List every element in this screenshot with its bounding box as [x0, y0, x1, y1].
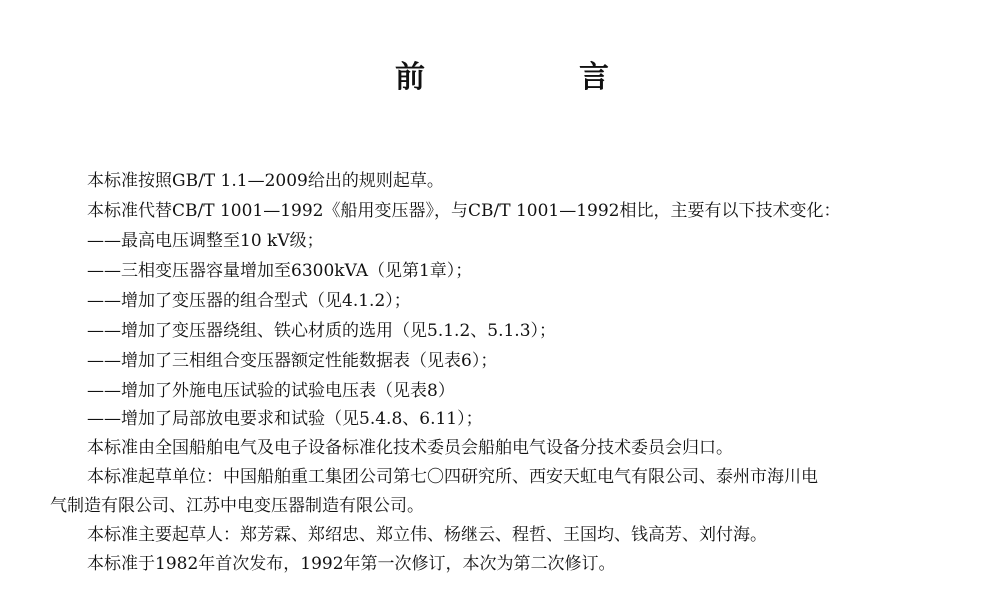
paragraph-replacement: 本标准代替CB/T 1001—1992《船用变压器》，与CB/T 1001—1992相比，主要有以下技术变化：	[87, 201, 841, 221]
list-item: ——三相变压器容量增加至6300kVA（见第1章）；	[87, 261, 473, 281]
paragraph-drafting-rules: 本标准按照GB/T 1.1—2009给出的规则起草。	[87, 171, 444, 191]
list-item: ——增加了变压器的组合型式（见4.1.2）；	[87, 291, 411, 311]
list-item: ——增加了三相组合变压器额定性能数据表（见表6）；	[87, 351, 498, 371]
list-item: ——增加了外施电压试验的试验电压表（见表8）	[87, 381, 455, 401]
list-item: ——增加了变压器绕组、铁心材质的选用（见5.1.2、5.1.3）；	[87, 321, 557, 341]
paragraph-drafters: 本标准主要起草人：郑芳霖、郑绍忠、郑立伟、杨继云、程哲、王国均、钱高芳、刘付海。	[87, 525, 767, 545]
paragraph-committee: 本标准由全国船舶电气及电子设备标准化技术委员会船舶电气设备分技术委员会归口。	[87, 438, 733, 458]
paragraph-drafting-units-continued: 气制造有限公司、江苏中电变压器制造有限公司。	[50, 496, 424, 516]
page-title: 前 言	[395, 60, 671, 95]
paragraph-drafting-units: 本标准起草单位：中国船舶重工集团公司第七〇四研究所、西安天虹电气有限公司、泰州市海川电	[87, 467, 818, 487]
list-item: ——增加了局部放电要求和试验（见5.4.8、6.11）；	[87, 409, 483, 429]
list-item: ——最高电压调整至10 kV级；	[87, 231, 324, 251]
paragraph-history: 本标准于1982年首次发布，1992年第一次修订，本次为第二次修订。	[87, 554, 616, 574]
